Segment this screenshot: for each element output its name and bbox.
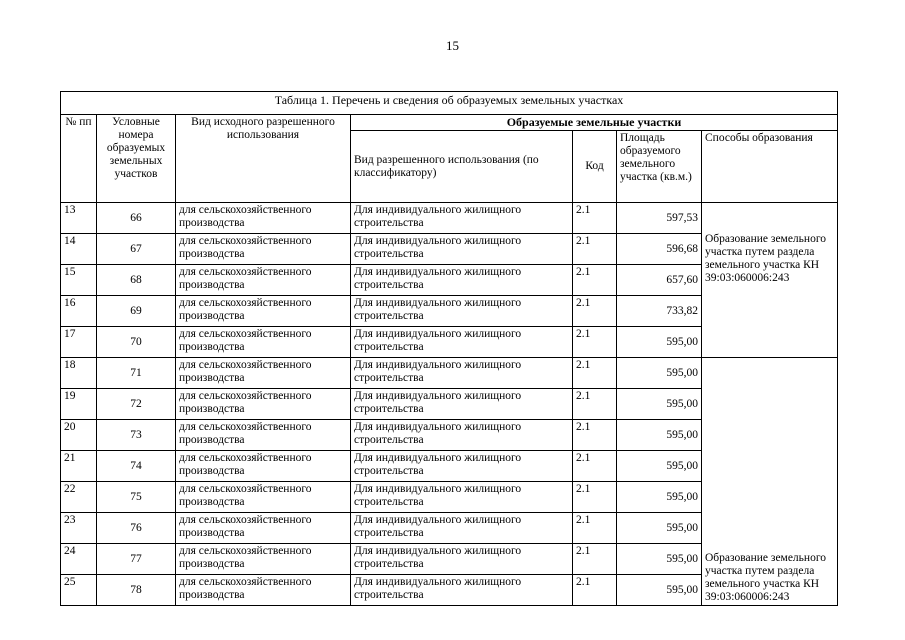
cell-area: 733,82 — [617, 296, 702, 327]
cell-new-use: Для индивидуального жилищного строительства — [351, 389, 573, 420]
cell-new-use: Для индивидуального жилищного строительства — [351, 358, 573, 389]
cell-no: 16 — [61, 296, 97, 327]
cell-code: 2.1 — [573, 203, 617, 234]
cell-new-use: Для индивидуального жилищного строительства — [351, 513, 573, 544]
cell-no: 13 — [61, 203, 97, 234]
cell-new-use: Для индивидуального жилищного строительства — [351, 451, 573, 482]
land-plots-table — [60, 91, 838, 606]
cell-new-use: Для индивидуального жилищного строительства — [351, 203, 573, 234]
cell-area: 597,53 — [617, 203, 702, 234]
cell-orig-use: для сельскохозяйственного производства — [176, 451, 351, 482]
cell-area: 596,68 — [617, 234, 702, 265]
cell-no: 20 — [61, 420, 97, 451]
cell-cond-number: 73 — [97, 420, 176, 451]
cell-orig-use: для сельскохозяйственного производства — [176, 203, 351, 234]
cell-cond-number: 71 — [97, 358, 176, 389]
header-cond-numbers: Условные номера образуемых земельных участков — [97, 115, 176, 203]
cell-no: 23 — [61, 513, 97, 544]
cell-orig-use: для сельскохозяйственного производства — [176, 327, 351, 358]
header-orig-use: Вид исходного разрешенного использования — [176, 115, 351, 203]
cell-area: 595,00 — [617, 451, 702, 482]
cell-area: 595,00 — [617, 513, 702, 544]
cell-area: 595,00 — [617, 327, 702, 358]
cell-cond-number: 72 — [97, 389, 176, 420]
table-row — [61, 203, 838, 234]
cell-method-group-2: Образование земельного участка путем раздела земельного участка КН 39:03:060006:243 — [702, 358, 838, 606]
cell-code: 2.1 — [573, 482, 617, 513]
header-code: Код — [573, 131, 617, 203]
cell-orig-use: для сельскохозяйственного производства — [176, 544, 351, 575]
header-new-use: Вид разрешенного использования (по классификатору) — [351, 131, 573, 203]
cell-no: 22 — [61, 482, 97, 513]
cell-new-use: Для индивидуального жилищного строительства — [351, 420, 573, 451]
header-new-plots-group: Образуемые земельные участки — [351, 115, 838, 131]
cell-no: 14 — [61, 234, 97, 265]
cell-new-use: Для индивидуального жилищного строительства — [351, 544, 573, 575]
cell-method-group-1: Образование земельного участка путем раздела земельного участка КН 39:03:060006:243 — [702, 203, 838, 358]
page-number: 15 — [446, 38, 459, 53]
cell-area: 595,00 — [617, 544, 702, 575]
cell-code: 2.1 — [573, 296, 617, 327]
cell-new-use: Для индивидуального жилищного строительства — [351, 234, 573, 265]
cell-code: 2.1 — [573, 451, 617, 482]
cell-no: 15 — [61, 265, 97, 296]
cell-orig-use: для сельскохозяйственного производства — [176, 234, 351, 265]
header-no: № пп — [61, 115, 97, 203]
cell-cond-number: 68 — [97, 265, 176, 296]
cell-new-use: Для индивидуального жилищного строительства — [351, 265, 573, 296]
cell-cond-number: 66 — [97, 203, 176, 234]
cell-no: 25 — [61, 575, 97, 606]
table-row — [61, 358, 838, 389]
cell-area: 595,00 — [617, 389, 702, 420]
table-caption: Таблица 1. Перечень и сведения об образуемых земельных участках — [61, 92, 838, 115]
cell-cond-number: 75 — [97, 482, 176, 513]
cell-no: 19 — [61, 389, 97, 420]
cell-new-use: Для индивидуального жилищного строительства — [351, 327, 573, 358]
cell-area: 595,00 — [617, 575, 702, 606]
cell-code: 2.1 — [573, 575, 617, 606]
cell-area: 595,00 — [617, 482, 702, 513]
cell-area: 595,00 — [617, 420, 702, 451]
cell-cond-number: 76 — [97, 513, 176, 544]
cell-cond-number: 67 — [97, 234, 176, 265]
cell-cond-number: 69 — [97, 296, 176, 327]
cell-code: 2.1 — [573, 513, 617, 544]
cell-code: 2.1 — [573, 358, 617, 389]
cell-new-use: Для индивидуального жилищного строительства — [351, 482, 573, 513]
cell-code: 2.1 — [573, 544, 617, 575]
cell-code: 2.1 — [573, 265, 617, 296]
cell-orig-use: для сельскохозяйственного производства — [176, 513, 351, 544]
cell-area: 657,60 — [617, 265, 702, 296]
cell-no: 21 — [61, 451, 97, 482]
cell-orig-use: для сельскохозяйственного производства — [176, 358, 351, 389]
cell-orig-use: для сельскохозяйственного производства — [176, 420, 351, 451]
cell-code: 2.1 — [573, 389, 617, 420]
header-area: Площадь образуемого земельного участка (кв.м.) — [617, 131, 702, 203]
cell-cond-number: 70 — [97, 327, 176, 358]
cell-no: 18 — [61, 358, 97, 389]
cell-orig-use: для сельскохозяйственного производства — [176, 265, 351, 296]
cell-orig-use: для сельскохозяйственного производства — [176, 482, 351, 513]
cell-no: 17 — [61, 327, 97, 358]
cell-code: 2.1 — [573, 327, 617, 358]
cell-cond-number: 77 — [97, 544, 176, 575]
cell-new-use: Для индивидуального жилищного строительства — [351, 296, 573, 327]
cell-orig-use: для сельскохозяйственного производства — [176, 296, 351, 327]
cell-cond-number: 74 — [97, 451, 176, 482]
cell-area: 595,00 — [617, 358, 702, 389]
cell-cond-number: 78 — [97, 575, 176, 606]
cell-code: 2.1 — [573, 234, 617, 265]
cell-orig-use: для сельскохозяйственного производства — [176, 389, 351, 420]
cell-code: 2.1 — [573, 420, 617, 451]
cell-new-use: Для индивидуального жилищного строительства — [351, 575, 573, 606]
cell-orig-use: для сельскохозяйственного производства — [176, 575, 351, 606]
cell-no: 24 — [61, 544, 97, 575]
header-methods: Способы образования — [702, 131, 838, 203]
